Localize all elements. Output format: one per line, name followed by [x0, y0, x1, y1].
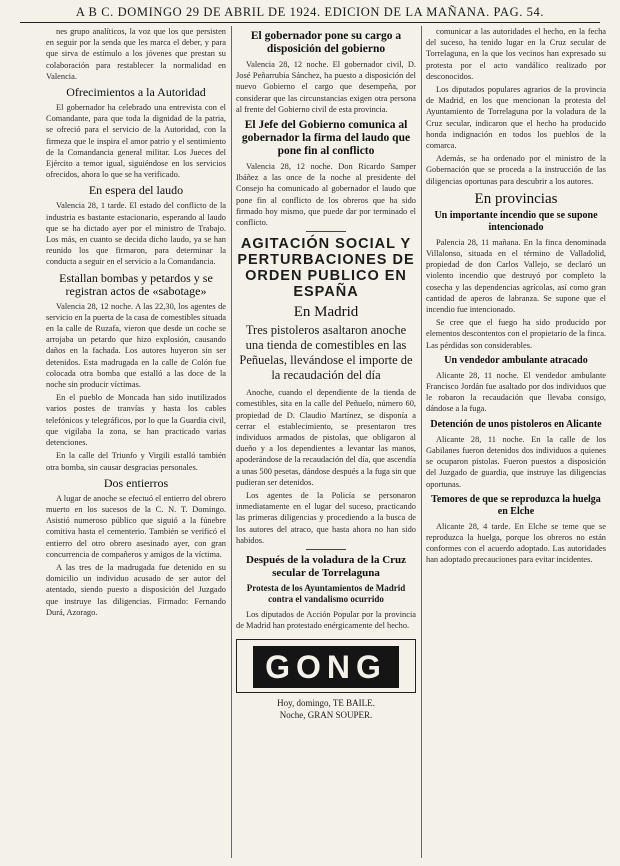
article-paragraph: Alicante 28, 4 tarde. En Elche se teme que se reproduzca la huelga, porque los obreros no están conformes con el acuerdo adoptado. Las autoridades han adoptado precauciones para evitar incidentes. — [426, 521, 606, 565]
article-paragraph: Alicante 28, 11 noche. En la calle de los Gabilanes fueron detenidos dos individuos a quienes se ocuparon pistolas. Fueron puestos a disposición del Juzgado de guardia, que instruye las diligencias oportunas. — [426, 434, 606, 489]
section-banner: AGITACIÓN SOCIAL Y PERTURBACIONES DE ORDEN PUBLICO EN ESPAÑA — [237, 236, 415, 301]
article-paragraph: Valencia 28, 12 noche. Don Ricardo Samper Ibáñez a las once de la noche al presidente del Consejo ha comunicado al gobernador el laudo que pone fin al conflicto de los obreros que ha sido firmado hoy mismo, que puede dar por terminado el conflicto. — [236, 162, 416, 228]
article-subheadline: Protesta de los Ayuntamientos de Madrid contra el vandalismo ocurrido — [246, 583, 406, 605]
article-headline: Estallan bombas y petardos y se registran actos de «sabotage» — [59, 270, 213, 298]
column-rule — [231, 26, 232, 858]
article-paragraph: comunicar a las autoridades el hecho, en la fecha del suceso, ha tenido lugar en la Cruz secular de Torrelaguna, en la que los vecinos han expresado su protesta por el acto vandálico realizado por desconocidos. — [426, 27, 606, 81]
article-paragraph: Los diputados de Acción Popular por la provincia de Madrid han protestado enérgicamente del hecho. — [236, 610, 416, 631]
article-headline: Detención de unos pistoleros en Alicante — [430, 418, 602, 430]
ad-line: Noche, GRAN SOUPER. — [279, 710, 373, 721]
article-paragraph: El gobernador ha celebrado una entrevista con el Comandante, para que toda la dignidad de la patria, se ofreció para el servicio de la Autoridad, con la firmeza que le inspira el amor patrio y el sentimiento de la Comandancia general militar. Los Jueces del Ejército a temor igual, siguiéndose en los servicios ofrecidos, ahora lo que se ha verificado. — [46, 103, 226, 180]
article-paragraph: En el pueblo de Moncada han sido inutilizados varios postes de tranvías y hasta los cables telefónicos y telegráficos, por lo que la Guardia civil, que vigilaba la zona, se han practicado varias detenciones. — [46, 393, 226, 448]
article-paragraph: Los agentes de la Policía se personaron inmediatamente en el lugar del suceso, practicando las primeras diligencias y procediendo a la busca de los autores del atraco, que hasta ahora no han sido habidos. — [236, 491, 416, 545]
column-left — [46, 26, 226, 858]
divider — [306, 231, 346, 232]
advertisement — [236, 639, 416, 693]
article-paragraph: nes grupo analíticos, la voz que los que persisten en seguir por la senda que les marca el deber, y para que sirva de estímulo a los jóvenes que prestan su colaboración para restablecer la normalidad en Valencia. — [46, 27, 226, 81]
article-paragraph: Anoche, cuando el dependiente de la tienda de comestibles, sita en la calle del Peñuelo, número 60, propiedad de D. Claudio Martínez, se disponía a cerrar el establecimiento, se presentaron tres individuos armados de pistolas, que obligaron al dueño y a los dependientes a levantar las manos, apoderándose de la recaudación del día, que ascendía a unas 500 pesetas, dándose después a la fuga sin que pudieran ser detenidos. — [236, 388, 416, 487]
article-headline: Un importante incendio que se supone intencionado — [434, 209, 598, 233]
column-rule — [421, 26, 422, 858]
article-paragraph: Los diputados populares agrarios de la provincia de Madrid, en los que mencionan la protesta del Ayuntamiento de Torrelaguna por la voladura de la Cruz secular, indicaron que el hecho ha producido honda indignación en todos los pueblos de la comarca. — [426, 85, 606, 151]
article-headline: En espera del laudo — [88, 183, 184, 198]
article-paragraph: Palencia 28, 11 mañana. En la finca denominada Villalonso, situada en el término de Valladolid, propiedad de don Carlos Vallejo, se declaró un violento incendio que destruyó por completo la cosecha y las dependencias agrícolas, así como gran cantidad de aperos de labranza. Se supone que el incendio fue intencionado. — [426, 237, 606, 315]
column-right — [426, 26, 606, 858]
section-title: En provincias — [474, 190, 558, 207]
article-headline: El gobernador pone su cargo a disposición del gobierno — [250, 30, 402, 55]
article-paragraph: A lugar de anoche se efectuó el entierro del obrero muerto en los sucesos de la C. N. T. Domingo. Asistió numeroso público que siguió a la fúnebre comitiva hasta el cementerio. También se verificó el entierro del otro obrero asesinado ayer, con gran concurrencia de compañeros y amigos de la víctima. — [46, 493, 226, 559]
article-paragraph: Valencia 28, 12 noche. A las 22,30, los agentes de servicio en la puerta de la casa de comestibles situada en la calle de Ruzafa, vieron que desde un coche se arrojaba un petardo que hizo explosión, causando daños en la fachada. Los autores huyeron sin ser detenidos. Esta madrugada en la calle de Colón fue colocada otra bomba que estalló a las doce de la noche sin producir víctimas. — [46, 301, 226, 390]
lead-headline: Tres pistoleros asaltaron anoche una tienda de comestibles en las Peñuelas, llevándose el importe de la recaudación del día — [239, 323, 413, 383]
article-headline: El Jefe del Gobierno comunica al gobernador la firma del laudo que pone fin al conflicto — [241, 119, 411, 158]
article-paragraph: Además, se ha ordenado por el ministro de la Gobernación que se proceda a la instrucción de las diligencias oportunas para descubrir a los autores. — [426, 154, 606, 186]
column-center — [236, 26, 416, 858]
article-paragraph: Alicante 28, 11 noche. El vendedor ambulante Francisco Jordán fue asaltado por dos individuos que le robaron la recaudación que llevaba consigo, dándose a la fuga. — [426, 370, 606, 414]
article-headline: Dos entierros — [103, 475, 169, 490]
article-headline: Temores de que se reproduzca la huelga en Elche — [431, 493, 601, 517]
article-headline: Ofrecimientos a la Autoridad — [66, 85, 206, 100]
article-headline: Después de la voladura de la Cruz secular de Torrelaguna — [245, 554, 407, 580]
page-header: A B C. DOMINGO 29 DE ABRIL DE 1924. EDICION DE LA MAÑANA. PAG. 54. — [20, 4, 600, 23]
article-paragraph: Valencia 28, 1 tarde. El estado del conflicto de la industria es bastante estacionario, esperando al laudo que se ha dictado ayer por el ministro de Trabajo. Los más, en cuanto se decida dicho laudo, ya se han reunido los que firmaron, para determinar la conducta a seguir en el servicio a la Comandancia. — [46, 201, 226, 267]
section-title: En Madrid — [293, 304, 359, 321]
article-paragraph: Se cree que el fuego ha sido producido por elementos descontentos con el propietario de la finca. Las pérdidas son considerables. — [426, 318, 606, 350]
article-paragraph: En la calle del Triunfo y Virgili estalló también otra bomba, sin causar desgracias personales. — [46, 451, 226, 472]
ad-line: Hoy, domingo, TE BAILE. — [277, 698, 375, 709]
article-headline: Un vendedor ambulante atracado — [444, 354, 588, 366]
article-paragraph: A las tres de la madrugada fue detenido en su domicilio un individuo acusado de ser autor del atentado, siendo puesto a disposición del Juzgado que instruye las diligencias. Firmado: Fernando Durá, Azorago. — [46, 562, 226, 617]
ad-logo: GONG — [253, 646, 399, 688]
divider — [306, 549, 346, 550]
article-paragraph: Valencia 28, 12 noche. El gobernador civil, D. José Peñarrubia Sánchez, ha puesto a disposición del nuevo Gobierno el cargo que desempeña, por considerar que las circunstancias exigen otra persona al frente del Gobierno civil de esta provincia. — [236, 60, 416, 114]
